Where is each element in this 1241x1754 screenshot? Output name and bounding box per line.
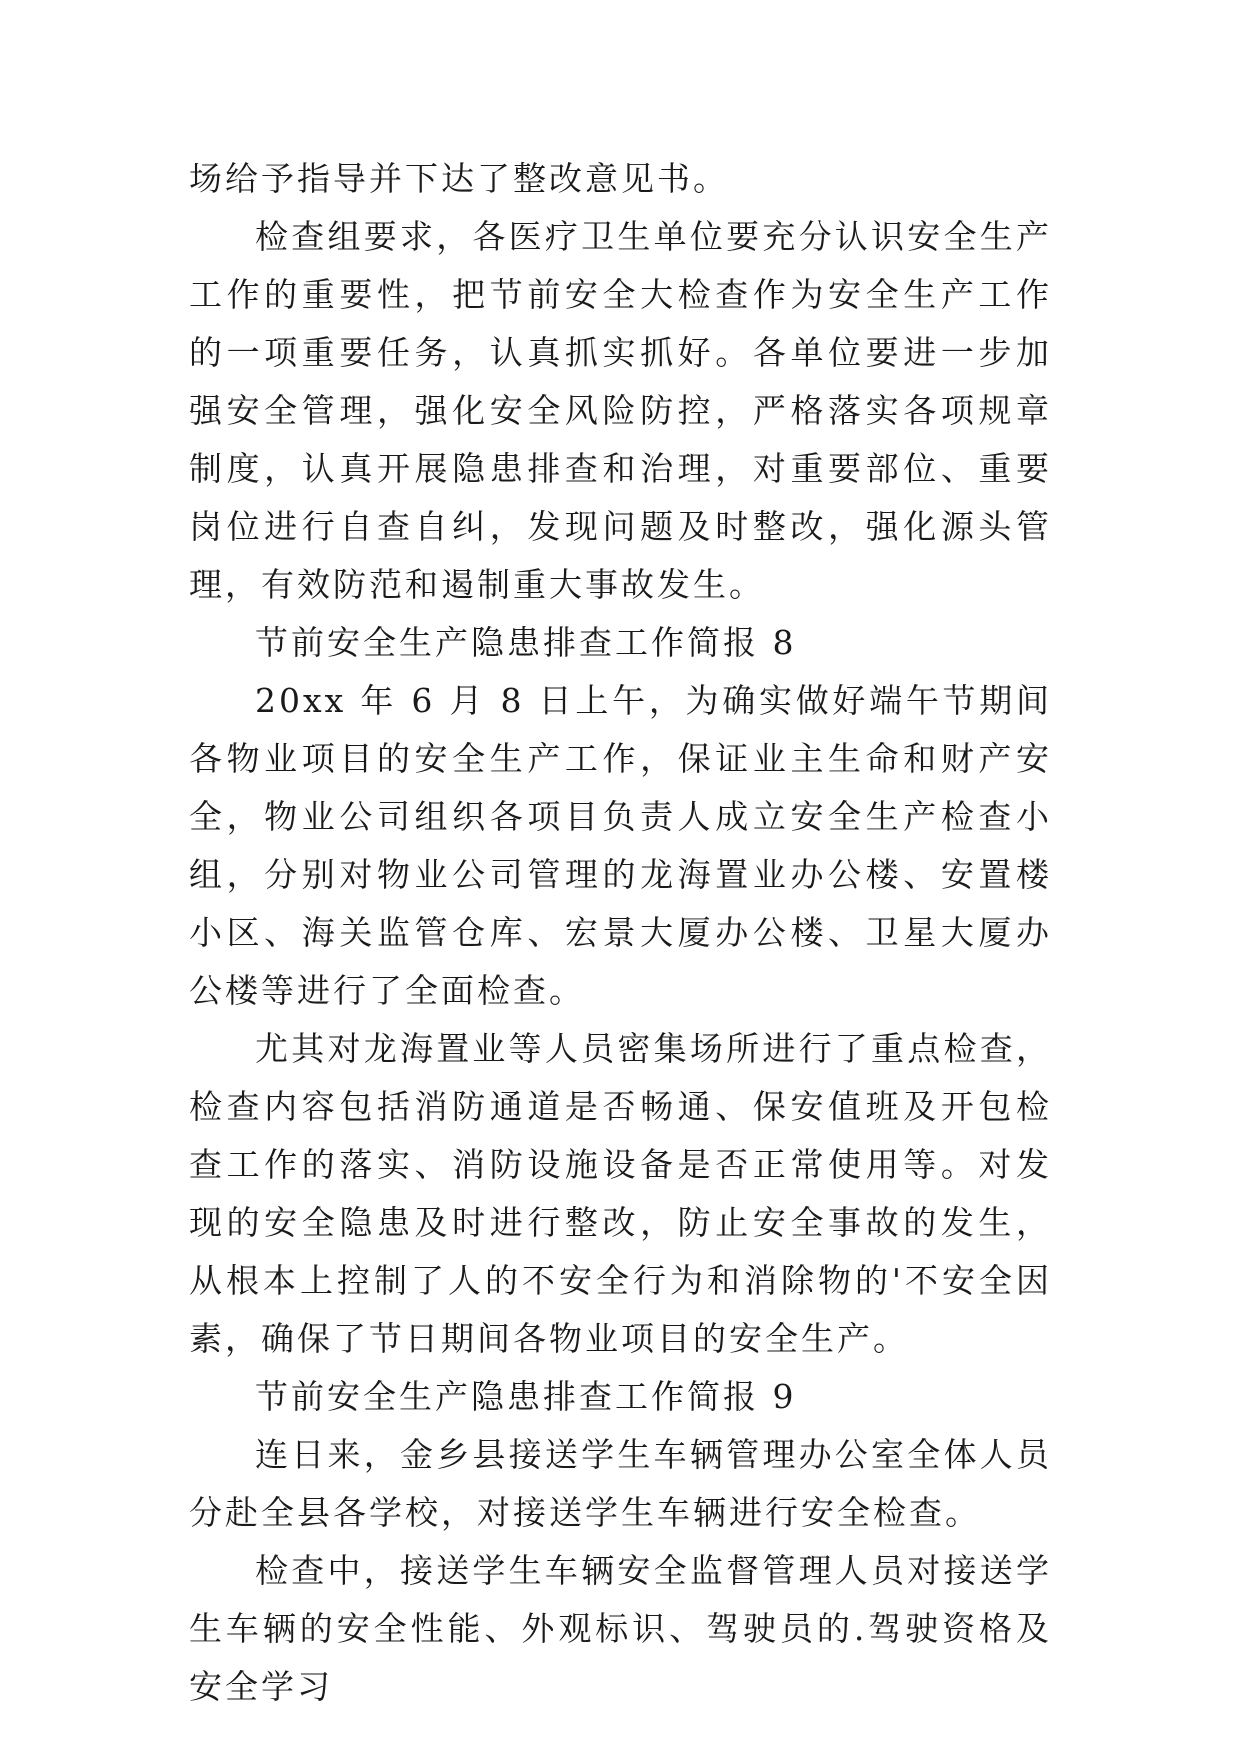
paragraph-body: 检查中，接送学生车辆安全监督管理人员对接送学生车辆的安全性能、外观标识、驾驶员的.驾驶资格及安全学习 xyxy=(189,1551,1052,1706)
paragraph-body: 检查组要求，各医疗卫生单位要充分认识安全生产工作的重要性，把节前安全大检查作为安全生产工作的一项重要任务，认真抓实抓好。各单位要进一步加强安全管理，强化安全风险防控，严格落实各项规章制度，认真开展隐患排查和治理，对重要部位、重要岗位进行自查自纠，发现问题及时整改，强化源头管理，有效防范和遏制重大事故发生。 xyxy=(189,217,1052,604)
paragraph-body: 20xx 年 6 月 8 日上午，为确实做好端午节期间各物业项目的安全生产工作，保证业主生命和财产安全，物业公司组织各项目负责人成立安全生产检查小组，分别对物业公司管理的龙海置业办公楼、安置楼小区、海关监管仓库、宏景大厦办公楼、卫星大厦办公楼等进行了全面检查。 xyxy=(189,681,1052,1010)
paragraph-body: 连日来，金乡县接送学生车辆管理办公室全体人员分赴全县各学校，对接送学生车辆进行安全检查。 xyxy=(189,1435,1052,1532)
paragraph-continuation: 场给予指导并下达了整改意见书。 xyxy=(189,159,729,198)
document-page xyxy=(189,150,1052,1716)
section-heading: 节前安全生产隐患排查工作简报 9 xyxy=(255,1377,797,1416)
paragraph-body: 尤其对龙海置业等人员密集场所进行了重点检查，检查内容包括消防通道是否畅通、保安值班及开包检查工作的落实、消防设施设备是否正常使用等。对发现的安全隐患及时进行整改，防止安全事故的发生，从根本上控制了人的不安全行为和消除物的'不安全因素，确保了节日期间各物业项目的安全生产。 xyxy=(189,1029,1052,1358)
section-heading: 节前安全生产隐患排查工作简报 8 xyxy=(255,623,797,662)
